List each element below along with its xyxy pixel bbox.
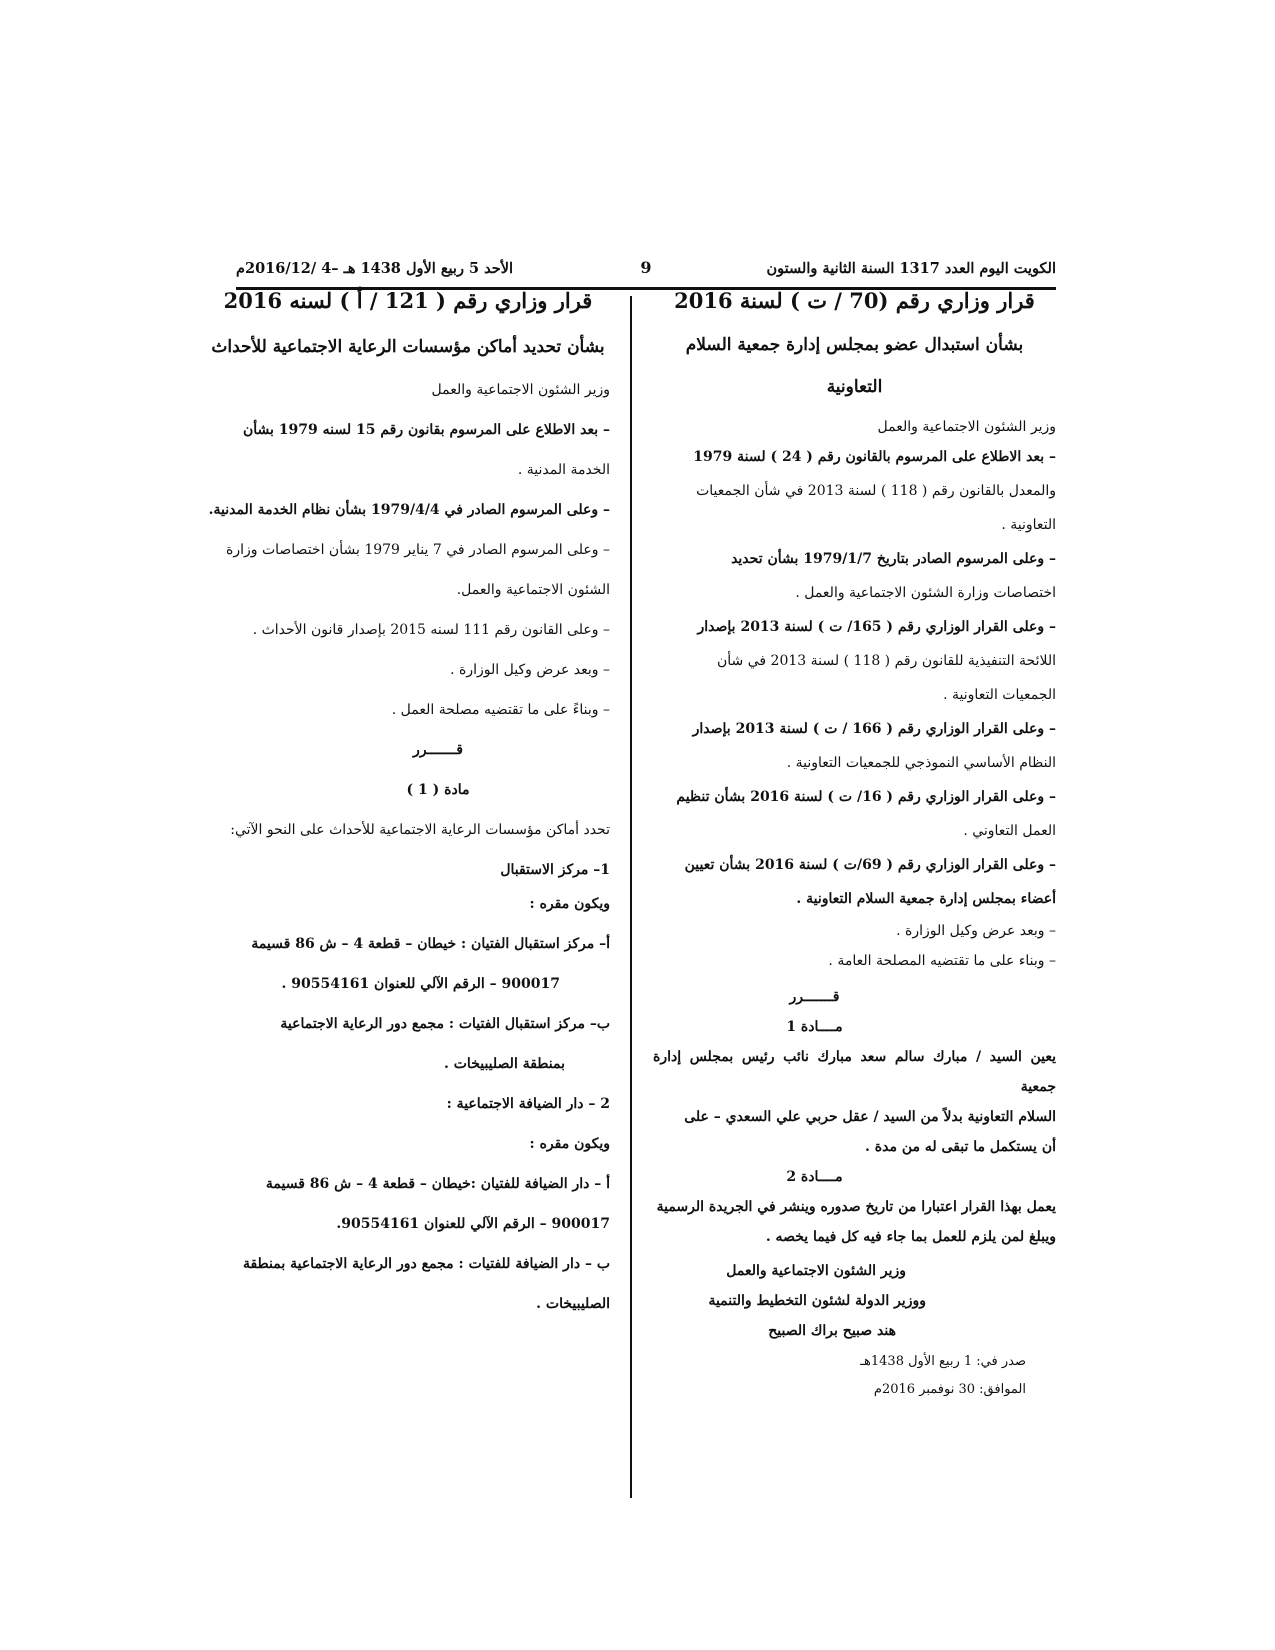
issued-date: صدر في: 1 ربيع الأول 1438هـ <box>860 1354 1026 1369</box>
signatory-name: هند صبيح براك الصبيح <box>768 1323 896 1339</box>
decree-subtitle-cont: التعاونية <box>826 377 883 397</box>
page-number: 9 <box>640 258 652 277</box>
list-item: أ – دار الضيافة للفتيان :خيطان – قطعة 4 – ش 86 قسيمة <box>265 1176 610 1192</box>
preamble-line: – وبعد عرض وكيل الوزارة . <box>896 923 1056 939</box>
preamble-line: – وبناء على ما تقتضيه المصلحة العامة . <box>828 953 1056 969</box>
article-text: يعمل بهذا القرار اعتبارا من تاريخ صدوره وينشر في الجريدة الرسمية <box>656 1199 1056 1215</box>
preamble-line: العمل التعاوني . <box>963 823 1056 839</box>
preamble-line: – وعلى المرسوم الصادر في 1979/4/4 بشأن نظام الخدمة المدنية. <box>208 502 610 518</box>
preamble-end <box>653 916 1056 976</box>
right-column <box>653 288 1056 1404</box>
column-divider <box>630 296 632 1498</box>
list-item: ويكون مقره : <box>529 1136 610 1152</box>
preamble-line: – وعلى القرار الوزاري رقم ( 69/ت ) لسنة 2016 بشأن تعيين <box>684 857 1056 873</box>
preamble-line: – وعلى المرسوم الصادر بتاريخ 1979/1/7 بشأن تحديد <box>731 551 1056 567</box>
preamble-line: الخدمة المدنية . <box>517 462 610 478</box>
preamble-line: النظام الأساسي النموذجي للجمعيات التعاونية . <box>786 755 1056 771</box>
list-item: 900017 – الرقم الآلي للعنوان 90554161. <box>336 1216 610 1232</box>
page-header <box>236 258 1056 284</box>
decided-heading: قـــــــرر <box>789 989 840 1005</box>
preamble-line: – وبناءً على ما تقتضيه مصلحة العمل . <box>391 702 610 718</box>
preamble-line: – وعلى المرسوم الصادر في 7 يناير 1979 بشأن اختصاصات وزارة <box>226 542 610 558</box>
corresponding-date: الموافق: 30 نوفمبر 2016م <box>873 1382 1026 1397</box>
list-item: ب – دار الضيافة للفتيات : مجمع دور الرعاية الاجتماعية بمنطقة <box>242 1256 610 1272</box>
list-item: 2 – دار الضيافة الاجتماعية : <box>446 1096 610 1112</box>
decree-title: قرار وزاري رقم (70 / ت ) لسنة 2016 <box>674 288 1035 313</box>
article-heading: مــــادة 2 <box>786 1169 843 1185</box>
preamble-line: – وعلى القرار الوزاري رقم ( 165/ ت ) لسنة 2013 بإصدار <box>697 619 1056 635</box>
decree-subtitle: بشأن تحديد أماكن مؤسسات الرعاية الاجتماعية للأحداث <box>211 337 605 357</box>
signature-line: وزير الشئون الاجتماعية والعمل <box>726 1263 906 1279</box>
article-heading: مادة ( 1 ) <box>406 782 470 798</box>
preamble-line: – وعلى القانون رقم 111 لسنه 2015 بإصدار قانون الأحداث . <box>252 622 610 638</box>
list-item: الصليبيخات . <box>536 1296 610 1312</box>
preamble-line: التعاونية . <box>1001 517 1056 533</box>
article-text: ويبلغ لمن يلزم للعمل بما جاء فيه كل فيما يخصه . <box>765 1229 1056 1245</box>
preamble-line: اللائحة التنفيذية للقانون رقم ( 118 ) لسنة 2013 في شأن <box>717 653 1056 669</box>
preamble <box>653 440 1056 916</box>
signature-line: ووزير الدولة لشئون التخطيط والتنمية <box>708 1293 926 1309</box>
preamble-line: أعضاء بمجلس إدارة جمعية السلام التعاونية . <box>796 891 1056 907</box>
list-item: 1– مركز الاستقبال <box>500 862 610 878</box>
minister-line: وزير الشئون الاجتماعية والعمل <box>431 382 610 398</box>
list-item: أ– مركز استقبال الفتيان : خيطان – قطعة 4 – ش 86 قسيمة <box>251 936 610 952</box>
article-text: تحدد أماكن مؤسسات الرعاية الاجتماعية للأحداث على النحو الآتي: <box>230 822 610 838</box>
preamble-line: والمعدل بالقانون رقم ( 118 ) لسنة 2013 في شأن الجمعيات <box>696 483 1056 499</box>
header-date: الأحد 5 ربيع الأول 1438 هـ –4 /2016/12م <box>236 260 514 277</box>
preamble-line: الشئون الاجتماعية والعمل. <box>456 582 610 598</box>
list-item: 900017 – الرقم الآلي للعنوان 90554161 . <box>281 976 560 992</box>
preamble-line: اختصاصات وزارة الشئون الاجتماعية والعمل . <box>795 585 1056 601</box>
locations <box>206 884 610 1324</box>
issue-dates <box>653 1348 1056 1404</box>
preamble-line: الجمعيات التعاونية . <box>943 687 1056 703</box>
preamble-line: – وعلى القرار الوزاري رقم ( 16/ ت ) لسنة 2016 بشأن تنظيم <box>676 789 1056 805</box>
preamble <box>206 410 610 890</box>
article-heading: مــــادة 1 <box>786 1019 843 1035</box>
minister-line: وزير الشئون الاجتماعية والعمل <box>877 419 1056 435</box>
header-issue-info: الكويت اليوم العدد 1317 السنة الثانية والستون <box>766 260 1056 277</box>
preamble-line: – وبعد عرض وكيل الوزارة . <box>450 662 610 678</box>
list-item: بمنطقة الصليبيخات . <box>444 1056 565 1072</box>
decided-heading: قـــــــرر <box>413 742 463 758</box>
article-text: أن يستكمل ما تبقى له من مدة . <box>865 1139 1056 1155</box>
signature-block <box>653 1256 1056 1346</box>
preamble-line: – بعد الاطلاع على المرسوم بقانون رقم 15 لسنه 1979 بشأن <box>242 422 610 438</box>
decree-subtitle: بشأن استبدال عضو بمجلس إدارة جمعية السلام <box>685 335 1024 355</box>
left-column <box>206 288 610 1324</box>
preamble-line: – بعد الاطلاع على المرسوم بالقانون رقم ( 24 ) لسنة 1979 <box>693 449 1056 465</box>
article-text: يعين السيد / مبارك سالم سعد مبارك نائب رئيس بمجلس إدارة جمعية <box>653 1049 1056 1095</box>
decision-body <box>653 982 1056 1252</box>
list-item: ب– مركز استقبال الفتيات : مجمع دور الرعاية الاجتماعية <box>280 1016 610 1032</box>
decree-title: قرار وزاري رقم ( 121 / أ ) لسنه 2016 <box>223 288 593 313</box>
article-text: السلام التعاونية بدلاً من السيد / عقل حربي علي السعدي – على <box>684 1109 1056 1125</box>
preamble-line: – وعلى القرار الوزاري رقم ( 166 / ت ) لسنة 2013 بإصدار <box>692 721 1056 737</box>
list-item: ويكون مقره : <box>529 896 610 912</box>
